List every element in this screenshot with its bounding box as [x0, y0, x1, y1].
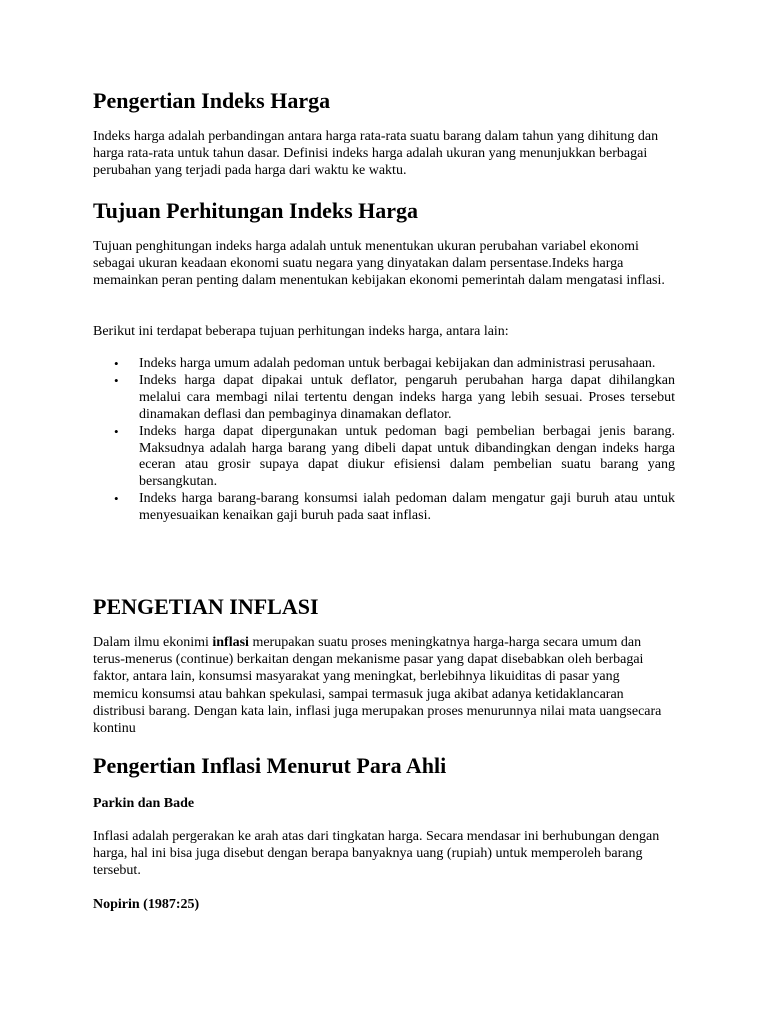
- subheading-nopirin: Nopirin (1987:25): [93, 897, 200, 912]
- paragraph-pengetian-inflasi: [93, 634, 665, 737]
- heading-tujuan-perhitungan: Tujuan Perhitungan Indeks Harga: [93, 198, 419, 223]
- subheading-parkin-dan-bade: Parkin dan Bade: [93, 796, 195, 811]
- heading-pengetian-inflasi: PENGETIAN INFLASI: [93, 594, 319, 619]
- heading-inflasi-menurut-para-ahli: Pengertian Inflasi Menurut Para Ahli: [93, 753, 447, 778]
- paragraph-parkin-dan-bade: Inflasi adalah pergerakan ke arah atas dari tingkatan harga. Secara mendasar ini berhubungan dengan harga, hal ini bisa juga disebut dengan berapa banyaknya uang (rupiah) untuk memperoleh barang tersebut.: [93, 829, 660, 879]
- inflasi-text-rest: merupakan suatu proses meningkatnya harga-harga secara umum dan terus-menerus (continue) berkaitan dengan mekanisme pasar yang dapat disebabkan oleh berbagai faktor, antara lain, konsumsi masyarakat yang meningkat, berlebihnya likuiditas di pasar yang memicu konsumsi atau bahkan spekulasi, sampai termasuk juga akibat adanya ketidaklancaran distribusi barang. Dengan kata lain, inflasi juga merupakan proses menurunnya nilai mata uangsecara kontinu: [93, 635, 662, 737]
- paragraph-tujuan-perhitungan: Tujuan penghitungan indeks harga adalah untuk menentukan ukuran perubahan variabel ekonomi sebagai ukuran keadaan ekonomi suatu negara yang dinyatakan dalam persentase.Indeks harga memainkan peran penting dalam menentukan kebijakan ekonomi pemerintah dalam mengatasi inflasi.: [93, 239, 665, 289]
- list-item: • Indeks harga dapat dipergunakan untuk pedoman bagi pembelian berbagai jenis barang. Maksudnya adalah harga barang yang dibeli dapat untuk dibandingkan dengan indeks harga eceran atau grosir supaya dapat diukur efisiensi dalam pembelian suatu barang yang bersangkutan.: [93, 424, 675, 492]
- inflasi-text-start: Dalam ilmu ekonimi: [93, 635, 213, 650]
- paragraph-pengertian-indeks-harga: Indeks harga adalah perbandingan antara harga rata-rata suatu barang dalam tahun yang dihitung dan harga rata-rata untuk tahun dasar. Definisi indeks harga adalah ukuran yang menunjukkan berbagai perubahan yang terjadi pada harga dari waktu ke waktu.: [93, 129, 659, 179]
- list-item: • Indeks harga dapat dipakai untuk deflator, pengaruh perubahan harga dapat dihilangkan melalui cara membagi nilai tertentu dengan indeks harga yang lebih sesuai. Proses tersebut dinamakan deflasi dan pembaginya dinamakan deflator.: [93, 373, 675, 424]
- list-item: • Indeks harga barang-barang konsumsi ialah pedoman dalam mengatur gaji buruh atau untuk menyesuaikan kenaikan gaji buruh pada saat inflasi.: [93, 491, 675, 525]
- tujuan-bullet-list: [93, 356, 675, 525]
- list-item: • Indeks harga umum adalah pedoman untuk berbagai kebijakan dan administrasi perusahaan.: [93, 356, 675, 373]
- heading-pengertian-indeks-harga: Pengertian Indeks Harga: [93, 88, 331, 113]
- paragraph-tujuan-intro: Berikut ini terdapat beberapa tujuan perhitungan indeks harga, antara lain:: [93, 324, 509, 339]
- inflasi-term-bold: inflasi: [212, 635, 249, 650]
